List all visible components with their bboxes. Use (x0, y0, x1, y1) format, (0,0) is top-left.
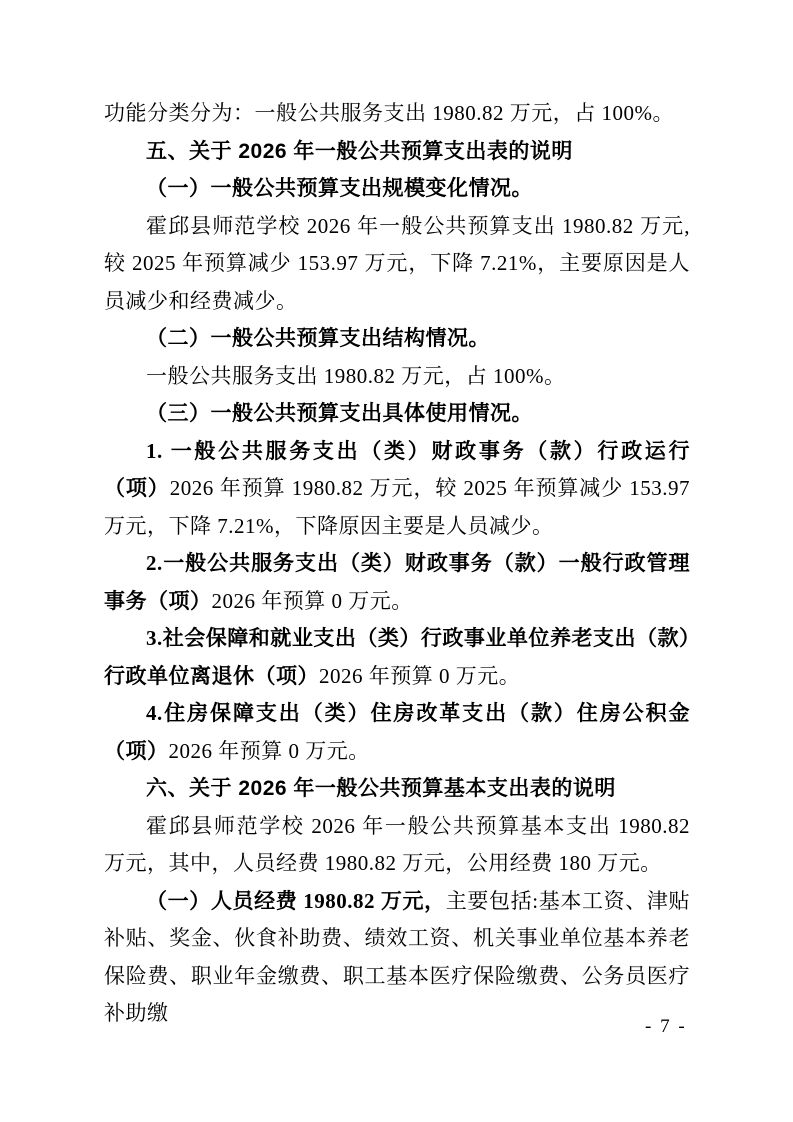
text-run: 4.住房保障支出（类）住房改革支出（款）住房公积金（项） (104, 701, 690, 763)
paragraph-personnel-funds (104, 883, 690, 1033)
paragraph-item-2 (104, 545, 690, 620)
text-run: 霍邱县师范学校 2026 年一般公共预算基本支出 1980.82 万元，其中，人员经费 1980.82 万元，公用经费 180 万元。 (104, 813, 690, 875)
text-run: （三）一般公共预算支出具体使用情况。 (146, 401, 533, 425)
subheading-one (104, 170, 690, 208)
text-run: 2026 年预算 0 万元。 (168, 738, 370, 763)
text-run: （二）一般公共预算支出结构情况。 (146, 326, 490, 350)
text-run: 1. 一般公共服务支出（类）财政事务（款）行政运行（项） (104, 438, 690, 500)
page-number: - 7 - (645, 1016, 687, 1037)
text-run: 2026 年预算 1980.82 万元，较 2025 年预算减少 153.97 万元，下降 7.21%，下降原因主要是人员减少。 (104, 476, 691, 538)
text-run: 霍邱县师范学校 2026 年一般公共预算支出 1980.82 万元,较 2025 年预算减少 153.97 万元，下降 7.21%，主要原因是人员减少和经费减少。 (104, 213, 690, 313)
paragraph-item-4 (104, 695, 690, 770)
text-run: （一）人员经费 1980.82 万元， (146, 888, 446, 913)
text-run: 功能分类分为：一般公共服务支出 1980.82 万元，占 100%。 (104, 101, 674, 125)
paragraph-item-3 (104, 620, 690, 695)
text-run: （一）一般公共预算支出规模变化情况。 (146, 176, 533, 200)
paragraph-item-1 (104, 433, 690, 546)
text-run: 六、关于 2026 年一般公共预算基本支出表的说明 (146, 777, 616, 800)
subheading-two (104, 320, 690, 358)
heading-section-five (104, 133, 690, 171)
text-run: 2.一般公共服务支出（类）财政事务（款）一般行政管理事务（项） (104, 551, 690, 613)
text-run: 2026 年预算 0 万元。 (211, 588, 413, 613)
subheading-three (104, 395, 690, 433)
text-run: 一般公共服务支出 1980.82 万元，占 100%。 (146, 363, 566, 388)
text-run: 主要包括:基本工资、津贴补贴、奖金、伙食补助费、绩效工资、机关事业单位基本养老保险费、职业年金缴费、职工基本医疗保险缴费、公务员医疗补助缴 (104, 888, 690, 1025)
text-run: 3.社会保障和就业支出（类）行政事业单位养老支出（款）行政单位离退休（项） (104, 626, 690, 688)
text-run: 2026 年预算 0 万元。 (319, 663, 521, 688)
document-body (104, 95, 690, 1033)
heading-section-six (104, 770, 690, 808)
paragraph-expenditure-scale (104, 208, 690, 321)
paragraph-basic-expenditure (104, 808, 690, 883)
text-run: 五、关于 2026 年一般公共预算支出表的说明 (146, 139, 573, 163)
paragraph-continuation (104, 95, 690, 133)
paragraph-expenditure-structure (104, 358, 690, 396)
